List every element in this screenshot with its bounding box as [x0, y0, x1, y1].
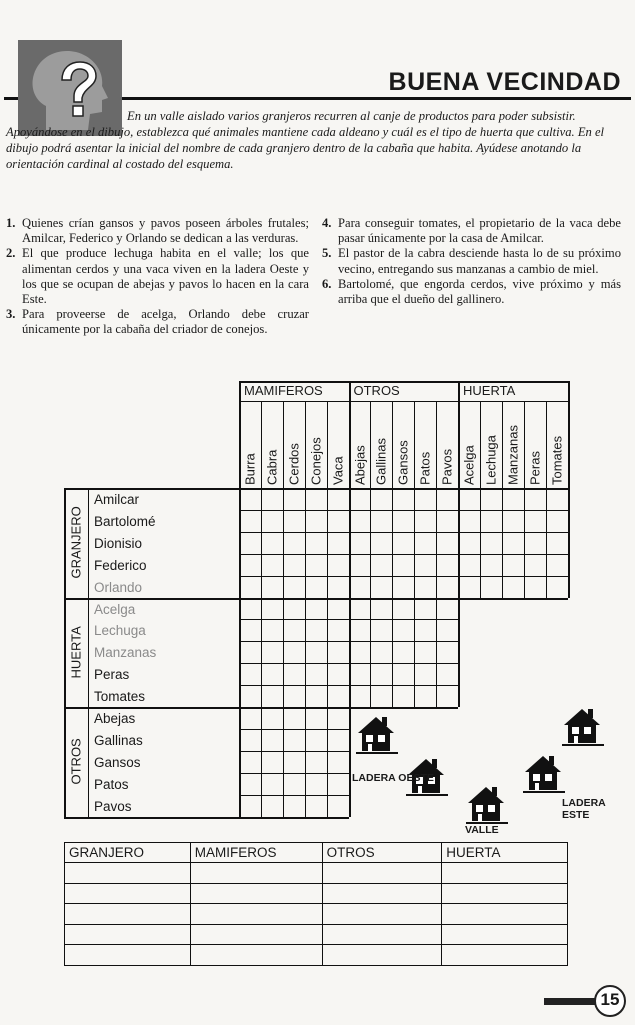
ladera-oeste-label: LADERA OESTE — [352, 772, 434, 784]
answer-header-huerta: HUERTA — [442, 843, 568, 863]
grid-line — [458, 598, 460, 708]
answer-cell[interactable] — [190, 904, 322, 925]
grid-line — [349, 707, 351, 817]
grid-line — [64, 488, 66, 598]
grid-line — [239, 554, 568, 555]
column-header: Peras — [527, 451, 543, 485]
grid-line — [239, 685, 458, 686]
grid-line — [546, 488, 547, 598]
answer-cell[interactable] — [190, 924, 322, 945]
row-label: Manzanas — [94, 645, 157, 661]
answer-cell[interactable] — [65, 863, 191, 884]
answer-cell[interactable] — [442, 924, 568, 945]
answer-cell[interactable] — [65, 904, 191, 925]
grid-line — [480, 488, 481, 598]
answer-cell[interactable] — [190, 945, 322, 966]
grid-line — [414, 401, 415, 488]
grid-line — [283, 598, 284, 708]
column-header: Conejos — [308, 437, 324, 485]
grid-line — [305, 488, 306, 598]
answer-row — [65, 945, 568, 966]
clue-item: 5. El pastor de la cabra desciende hasta lo de su próximo vecino, entregando sus manzanas a cambio de miel. — [322, 246, 621, 276]
grid-line — [349, 488, 351, 598]
house-icon — [562, 705, 606, 752]
house-icon — [523, 752, 567, 799]
grid-line — [239, 729, 349, 730]
row-group-label: GRANJERO — [68, 506, 84, 579]
grid-line — [239, 751, 349, 752]
clue-item: 3. Para proveerse de acelga, Orlando debe cruzar únicamente por la cabaña del criador de conejos. — [6, 307, 309, 337]
clue-item: 4. Para conseguir tomates, el propietario de la vaca debe pasar únicamente por la casa de Amilcar. — [322, 216, 621, 246]
row-group-label: HUERTA — [68, 626, 84, 679]
grid-line — [305, 598, 306, 708]
group-header-huerta: HUERTA — [463, 383, 516, 398]
answer-cell[interactable] — [65, 883, 191, 904]
grid-line — [239, 641, 458, 642]
column-header: Pavos — [439, 448, 455, 485]
grid-line — [239, 598, 241, 708]
grid-line — [283, 401, 284, 488]
grid-line — [305, 707, 306, 817]
row-label: Federico — [94, 557, 147, 573]
grid-line — [283, 488, 284, 598]
column-header: Lechuga — [483, 435, 499, 485]
grid-line — [392, 401, 393, 488]
answer-cell[interactable] — [442, 883, 568, 904]
grid-line — [64, 707, 239, 709]
answer-cell[interactable] — [65, 945, 191, 966]
grid-line — [239, 707, 458, 709]
grid-line — [239, 598, 458, 600]
grid-line — [239, 576, 568, 577]
grid-line — [239, 381, 241, 488]
grid-line — [283, 707, 284, 817]
grid-line — [239, 619, 458, 620]
column-header: Acelga — [461, 445, 477, 485]
grid-line — [349, 381, 351, 488]
grid-line — [568, 381, 570, 488]
column-header: Gansos — [395, 440, 411, 485]
column-header: Manzanas — [505, 425, 521, 485]
answer-row — [65, 924, 568, 945]
grid-line — [414, 488, 415, 598]
grid-line — [436, 401, 437, 488]
grid-line — [392, 598, 393, 708]
grid-line — [305, 401, 306, 488]
column-header: Cerdos — [286, 443, 302, 485]
clue-item: 6. Bartolomé, que engorda cerdos, vive próximo y más arriba que el dueño del gallinero. — [322, 276, 621, 307]
grid-line — [239, 707, 241, 817]
grid-line — [261, 488, 262, 598]
row-label: Patos — [94, 776, 129, 792]
page-number-badge — [544, 984, 630, 1025]
grid-line — [88, 707, 89, 817]
answer-cell[interactable] — [190, 883, 322, 904]
grid-line — [502, 401, 503, 488]
grid-line — [239, 510, 568, 511]
grid-line — [64, 598, 66, 708]
grid-line — [64, 817, 239, 819]
grid-line — [261, 598, 262, 708]
page-title: BUENA VECINDAD — [388, 68, 621, 96]
row-label: Abejas — [94, 711, 136, 726]
column-header: Vaca — [330, 456, 346, 485]
grid-line — [524, 488, 525, 598]
answer-table — [64, 842, 568, 966]
grid-line — [64, 707, 239, 709]
answer-cell[interactable] — [65, 924, 191, 945]
column-header: Patos — [417, 451, 433, 485]
answer-cell[interactable] — [442, 945, 568, 966]
clue-item: 1. Quienes crían gansos y pavos poseen árboles frutales; Amilcar, Federico y Orlando se dedican a las verduras. — [6, 216, 309, 246]
grid-line — [414, 598, 415, 708]
answer-header-granjero: GRANJERO — [65, 843, 191, 863]
grid-line — [546, 401, 547, 488]
grid-line — [480, 401, 481, 488]
row-label: Peras — [94, 667, 130, 683]
answer-header-otros: OTROS — [322, 843, 442, 863]
grid-line — [502, 488, 503, 598]
grid-line — [64, 707, 66, 817]
answer-header-mamiferos: MAMIFEROS — [190, 843, 322, 863]
answer-cell[interactable] — [322, 883, 442, 904]
column-header: Abejas — [351, 445, 367, 485]
answer-cell[interactable] — [190, 863, 322, 884]
row-label: Gallinas — [94, 732, 143, 748]
group-header-otros: OTROS — [353, 383, 400, 398]
grid-line — [370, 401, 371, 488]
answer-cell[interactable] — [322, 904, 442, 925]
house-icon — [356, 713, 400, 760]
valle-label: VALLE — [465, 824, 499, 836]
grid-line — [88, 598, 89, 708]
row-label: Lechuga — [94, 623, 146, 639]
column-header: Gallinas — [373, 438, 389, 485]
grid-line — [239, 401, 568, 402]
ladera-este-label: LADERA ESTE — [562, 797, 606, 821]
row-label: Gansos — [94, 754, 141, 770]
grid-line — [239, 532, 568, 533]
grid-line — [64, 488, 239, 490]
grid-line — [568, 488, 570, 598]
grid-line — [327, 488, 328, 598]
row-label: Tomates — [94, 689, 146, 705]
grid-line — [239, 488, 241, 598]
grid-line — [436, 488, 437, 598]
grid-line — [88, 488, 89, 598]
column-header: Cabra — [264, 449, 280, 485]
grid-line — [239, 817, 349, 819]
grid-line — [239, 773, 349, 774]
house-icon — [466, 783, 510, 830]
grid-line — [458, 381, 460, 488]
row-group-label: OTROS — [68, 738, 84, 785]
grid-line — [327, 707, 328, 817]
grid-line — [524, 401, 525, 488]
answer-cell[interactable] — [322, 863, 442, 884]
grid-line — [239, 707, 349, 709]
row-label: Bartolomé — [94, 513, 156, 529]
grid-line — [239, 795, 349, 796]
row-label: Pavos — [94, 798, 132, 814]
answer-cell[interactable] — [322, 945, 442, 966]
column-header: Tomates — [549, 435, 565, 485]
grid-line — [327, 401, 328, 488]
grid-line — [239, 381, 568, 383]
answer-row — [65, 863, 568, 884]
row-label: Amilcar — [94, 492, 140, 507]
answer-cell[interactable] — [322, 924, 442, 945]
answer-row — [65, 883, 568, 904]
answer-cell[interactable] — [442, 863, 568, 884]
grid-line — [261, 707, 262, 817]
answer-cell[interactable] — [442, 904, 568, 925]
grid-line — [64, 598, 239, 600]
grid-line — [261, 401, 262, 488]
grid-line — [239, 598, 568, 600]
grid-line — [64, 598, 239, 600]
grid-line — [239, 488, 568, 490]
grid-line — [370, 598, 371, 708]
row-label: Dionisio — [94, 535, 143, 551]
grid-line — [436, 598, 437, 708]
clues-right-column — [322, 216, 621, 307]
group-header-mamiferos: MAMIFEROS — [244, 383, 323, 398]
page-number: 15 — [600, 990, 620, 1009]
column-header: Burra — [242, 453, 258, 485]
grid-line — [458, 488, 460, 598]
clues-left-column — [6, 216, 309, 338]
row-label: Orlando — [94, 579, 143, 595]
grid-line — [370, 488, 371, 598]
grid-line — [392, 488, 393, 598]
row-label: Acelga — [94, 601, 136, 617]
clue-item: 2. El que produce lechuga habita en el valle; los que alimentan cerdos y una vaca viven en la ladera Oeste y los que se ocupan de abejas y pavos lo hacen en la cara Este. — [6, 246, 309, 307]
grid-line — [327, 598, 328, 708]
intro-text: En un valle aislado varios granjeros recurren al canje de productos para poder subsistir. Apoyándose en el dibujo, establezca qué animales mantiene cada aldeano y cuál es el tipo de huerta que cultiva. En el dibujo podrá asentar la inicial del nombre de cada granjero dentro de la cabaña que habita. Ayúdese anotando la orientación cardinal al costado del esquema. — [6, 109, 605, 171]
grid-line — [349, 598, 351, 708]
answer-row — [65, 904, 568, 925]
grid-line — [239, 663, 458, 664]
